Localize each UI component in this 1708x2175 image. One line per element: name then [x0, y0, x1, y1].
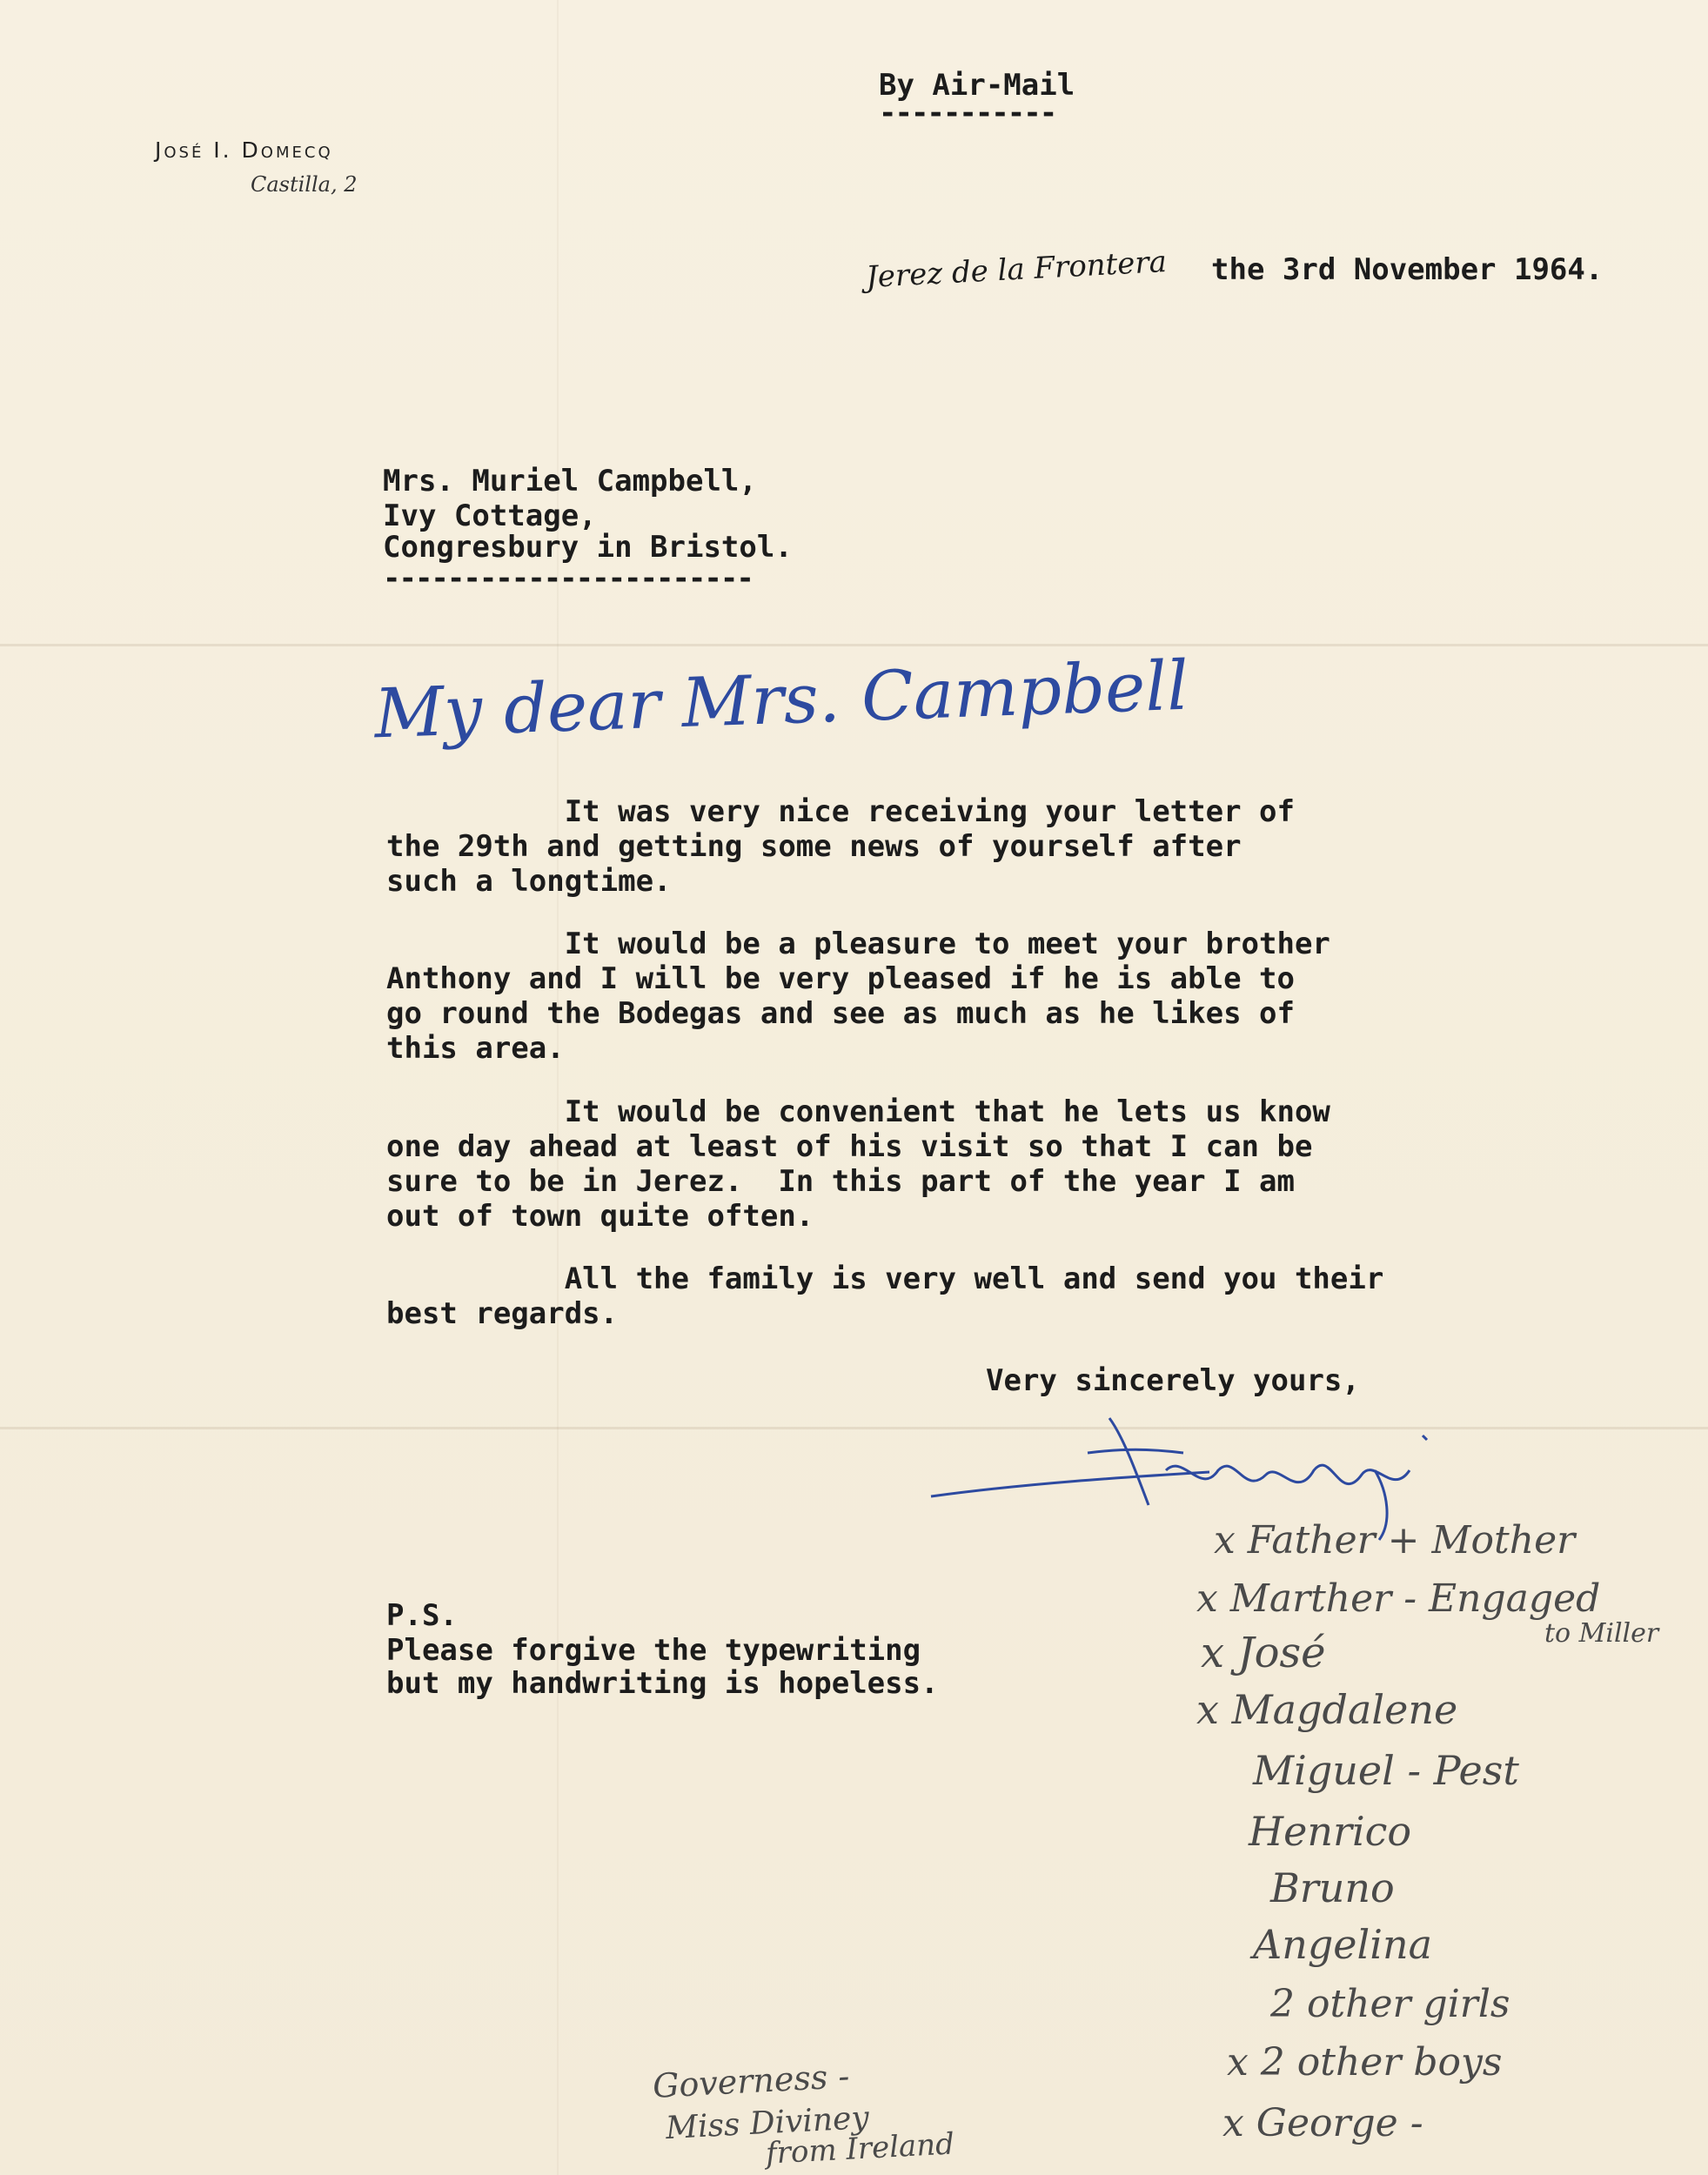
airmail-underline: ----------- — [879, 96, 1056, 130]
pencil-note: Henrico — [1249, 1808, 1412, 1855]
recipient-address-line: Congresbury in Bristol. — [383, 530, 793, 565]
body-line: All the family is very well and send you their — [386, 1262, 1384, 1296]
pencil-note: x Father + Mother — [1214, 1518, 1576, 1563]
pencil-note: Miss Diviney — [665, 2099, 870, 2147]
body-line: out of town quite often. — [386, 1199, 814, 1234]
pencil-note: Miguel - Pest — [1253, 1747, 1519, 1794]
body-line: It would be a pleasure to meet your brother — [386, 927, 1330, 961]
pencil-note: x George - — [1222, 2101, 1423, 2145]
pencil-note: x Marther - Engaged — [1196, 1576, 1601, 1621]
closing: Very sincerely yours, — [986, 1363, 1360, 1398]
pencil-note: Angelina — [1253, 1921, 1432, 1968]
fold-line — [557, 0, 559, 2175]
recipient-address-line: Ivy Cottage, — [383, 499, 597, 533]
body-line: It was very nice receiving your letter of — [386, 794, 1295, 829]
pencil-note: from Ireland — [765, 2126, 955, 2172]
ps-line: Please forgive the typewriting — [386, 1633, 921, 1668]
pencil-note: Governess - — [652, 2057, 851, 2105]
pencil-note: x Magdalene — [1196, 1686, 1458, 1733]
body-line: It would be convenient that he lets us know — [386, 1094, 1330, 1129]
letterhead-place: Jerez de la Frontera — [865, 244, 1168, 296]
airmail-notice: By Air-Mail — [879, 68, 1075, 103]
pencil-note: to Miller — [1544, 1618, 1659, 1649]
handwritten-salutation: My dear Mrs. Campbell — [372, 646, 1190, 754]
ps-label: P.S. — [386, 1598, 458, 1633]
pencil-note: Bruno — [1270, 1864, 1395, 1911]
body-line: sure to be in Jerez. In this part of the year I am — [386, 1164, 1295, 1199]
pencil-note: x 2 other boys — [1227, 2040, 1503, 2085]
pencil-note: 2 other girls — [1270, 1982, 1510, 2026]
body-line: one day ahead at least of his visit so that I can be — [386, 1129, 1313, 1164]
body-line: such a longtime. — [386, 864, 672, 899]
body-line: the 29th and getting some news of yourself after — [386, 829, 1242, 864]
body-line: go round the Bodegas and see as much as he likes of — [386, 996, 1295, 1031]
body-line: this area. — [386, 1031, 565, 1066]
body-line: best regards. — [386, 1296, 619, 1331]
letterhead-name: José I. Domecq — [155, 137, 333, 163]
letter-date: the 3rd November 1964. — [1211, 252, 1604, 287]
ps-line: but my handwriting is hopeless. — [386, 1666, 939, 1701]
fold-line — [0, 644, 1708, 646]
letterhead-address: Castilla, 2 — [251, 172, 358, 197]
recipient-name: Mrs. Muriel Campbell, — [383, 464, 757, 499]
recipient-underline: ----------------------- — [383, 561, 753, 596]
body-line: Anthony and I will be very pleased if he is able to — [386, 961, 1295, 996]
pencil-note: x José — [1201, 1629, 1326, 1677]
